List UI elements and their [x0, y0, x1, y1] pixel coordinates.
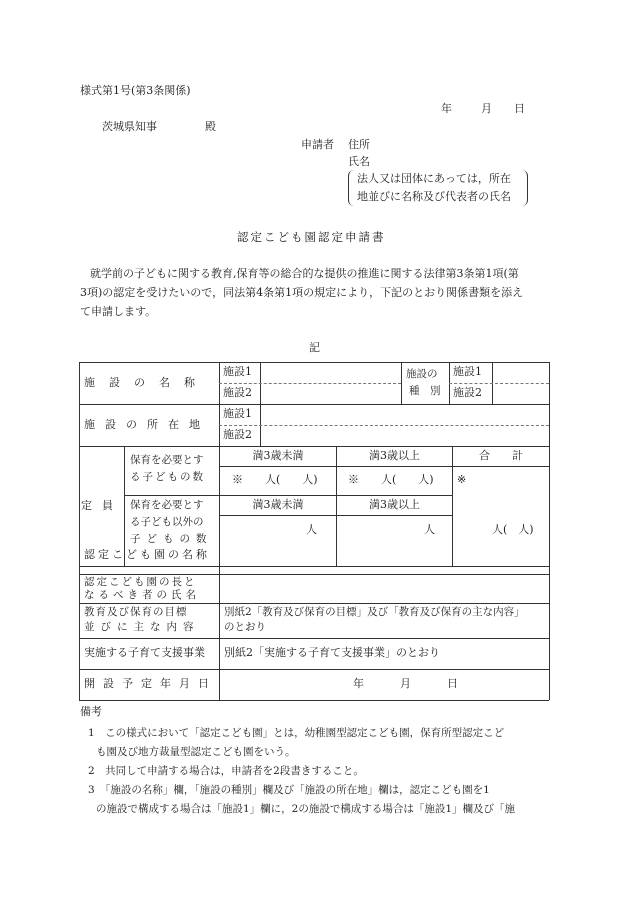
facility1-name-label: 施設1	[223, 365, 252, 379]
open-month[interactable]: 月	[400, 677, 411, 691]
note-1a: 1 この様式において「認定こども園」とは，幼稚園型認定こども園，保育所型認定こど	[88, 727, 505, 739]
body-paragraph	[80, 264, 548, 321]
note-2: 2 共同して申請する場合は，申請者を2段書きすること。	[88, 765, 364, 777]
body-line-3: て申請します。	[80, 305, 157, 318]
facility-address-1-label: 施設1	[223, 407, 252, 421]
total-kome: ※	[457, 473, 467, 487]
corporation-note-line2: 地並びに名称及び代表者の氏名	[357, 190, 511, 203]
goals-value-2: のとおり	[224, 621, 266, 633]
facility-name-input-2[interactable]	[261, 384, 400, 403]
head-name-label	[84, 576, 200, 602]
facility-type-label-2: 種 別	[409, 385, 441, 397]
facility-address-input-2[interactable]	[261, 426, 548, 445]
corporation-note	[348, 170, 528, 206]
need-care-label-2: る子どもの数	[130, 471, 205, 483]
name-label: 氏名	[348, 155, 370, 168]
kodomoen-name-input[interactable]	[221, 546, 548, 564]
need-care-label	[130, 452, 205, 486]
address-label: 住所	[348, 138, 370, 151]
facility-address-input-1[interactable]	[261, 405, 548, 424]
open-date-label: 開設予定年月日	[84, 677, 217, 691]
ki-label: 記	[309, 341, 320, 354]
total-header: 合 計	[479, 448, 523, 462]
facility-type-2-label: 施設2	[453, 386, 482, 400]
head-name-label-2: なるべき者の氏名	[84, 589, 200, 601]
applicant-label: 申請者	[301, 138, 334, 151]
notes-heading: 備考	[80, 705, 102, 718]
note-3a: 3 「施設の名称」欄，「施設の種別」欄及び「施設の所在地」欄は，認定こども園を1	[88, 784, 490, 796]
body-line-1: 就学前の子どもに関する教育,保育等の総合的な提供の推進に関する法律第3条第1項(第	[90, 267, 519, 280]
form-number: 様式第1号(第3条関係)	[80, 84, 191, 97]
facility-type-label	[406, 366, 441, 400]
facility-address-2-label: 施設2	[223, 428, 252, 442]
facility-name-input-1[interactable]	[261, 363, 400, 382]
over3-header: 満3歳以上	[369, 448, 420, 462]
facility-address-label: 施設の所在地	[84, 417, 210, 431]
facility-type-input-2[interactable]	[493, 384, 548, 403]
open-year[interactable]: 年	[353, 677, 364, 691]
other-over3-value[interactable]: 人	[424, 522, 435, 536]
note-3b: の施設で構成する場合は「施設1」欄に，2の施設で構成する場合は「施設1」欄及び「施	[96, 803, 516, 815]
kodomoen-name-label: 認定こども園の名称	[84, 547, 210, 561]
honorific: 殿	[205, 120, 216, 133]
goals-label-2: 並びに主な内容	[84, 621, 200, 633]
support-label: 実施する子育て支援事業	[84, 646, 205, 660]
date-year: 年	[441, 102, 452, 115]
goals-label-1: 教育及び保育の目標	[84, 606, 188, 618]
date-month: 月	[481, 102, 492, 115]
goals-value-1: 別紙2「教育及び保育の目標」及び「教育及び保育の主な内容」	[224, 606, 525, 618]
total-value[interactable]: 人( 人)	[492, 522, 534, 536]
document-title: 認定こども園認定申請書	[237, 230, 386, 244]
support-value: 別紙2「実施する子育て支援事業」のとおり	[224, 646, 440, 660]
other-over3-header: 満3歳以上	[369, 497, 420, 511]
note-1b: も園及び地方裁量型認定こども園をいう。	[96, 746, 296, 758]
need-care-under3-value[interactable]: ※ 人( 人)	[232, 473, 318, 487]
other-children-label-1: 保育を必要とす	[130, 499, 204, 511]
other-children-label-3: 子どもの数	[130, 533, 213, 545]
facility-type-label-1: 施設の	[406, 368, 438, 380]
facility-type-1-label: 施設1	[453, 365, 482, 379]
goals-value	[224, 605, 525, 635]
facility-name-label: 施設の名称	[84, 375, 209, 389]
head-name-label-1: 認定こども園の長と	[84, 576, 197, 588]
corporation-note-line1: 法人又は団体にあっては，所在	[357, 172, 511, 185]
date-day: 日	[514, 102, 525, 115]
need-care-over3-value[interactable]: ※ 人( 人)	[348, 473, 434, 487]
facility-type-input-1[interactable]	[493, 363, 548, 382]
facility2-name-label: 施設2	[223, 386, 252, 400]
other-under3-header: 満3歳未満	[252, 497, 304, 511]
under3-header: 満3歳未満	[252, 448, 304, 462]
need-care-label-1: 保育を必要とす	[130, 454, 204, 466]
other-children-label	[130, 497, 213, 548]
other-children-label-2: る子ども以外の	[130, 516, 204, 528]
body-line-2: 3項)の認定を受けたいので，同法第4条第1項の規定により，下記のとおり関係書類を添え	[80, 286, 524, 299]
open-day[interactable]: 日	[447, 677, 458, 691]
head-name-input[interactable]	[221, 576, 548, 602]
goals-label	[84, 605, 200, 635]
notes-list	[80, 724, 550, 819]
other-under3-value[interactable]: 人	[306, 522, 317, 536]
addressee: 茨城県知事	[102, 120, 157, 133]
capacity-label: 定員	[81, 498, 123, 512]
